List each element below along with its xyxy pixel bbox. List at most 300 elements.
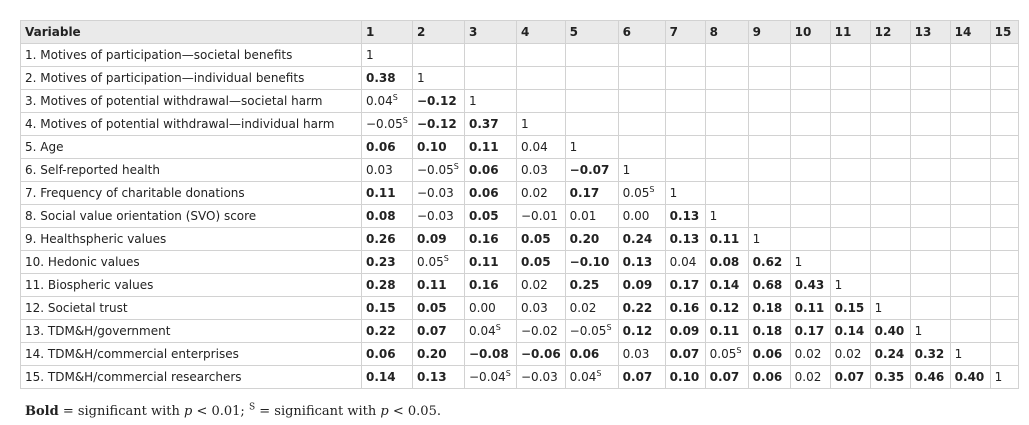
significance-superscript: S (453, 162, 459, 171)
table-cell (517, 320, 566, 343)
table-cell (705, 90, 748, 113)
table-cell (870, 113, 910, 136)
table-cell (565, 67, 618, 90)
table-cell (517, 159, 566, 182)
table-cell (830, 297, 870, 320)
table-cell (465, 343, 517, 366)
table-cell (565, 136, 618, 159)
table-cell (990, 366, 1018, 389)
row-label: 8. Social value orientation (SVO) score (21, 205, 362, 228)
table-cell (705, 366, 748, 389)
cell-value: 0.03 (366, 163, 393, 177)
table-cell (830, 182, 870, 205)
table-cell (790, 90, 830, 113)
table-cell (870, 67, 910, 90)
table-cell (665, 205, 705, 228)
table-cell (705, 274, 748, 297)
table-cell (665, 228, 705, 251)
cell-value: −0.08 (469, 347, 509, 361)
cell-value: 0.09 (622, 278, 653, 292)
table-cell (870, 136, 910, 159)
table-cell (990, 44, 1018, 67)
cell-value: 1 (834, 278, 843, 292)
table-cell (830, 44, 870, 67)
cell-value: 0.46 (914, 370, 945, 384)
table-row (21, 182, 1019, 205)
table-cell (618, 228, 665, 251)
cell-value: −0.03 (417, 186, 454, 200)
table-cell (748, 228, 790, 251)
table-cell (618, 343, 665, 366)
cell-value: −0.03 (521, 370, 558, 384)
table-cell (748, 366, 790, 389)
column-header-13: 13 (910, 21, 950, 44)
significance-superscript: S (392, 93, 398, 102)
table-cell (517, 44, 566, 67)
row-label: 7. Frequency of charitable donations (21, 182, 362, 205)
row-label: 10. Hedonic values (21, 251, 362, 274)
table-cell (413, 136, 465, 159)
table-cell (748, 90, 790, 113)
cell-value: 1 (417, 71, 425, 85)
table-cell (830, 136, 870, 159)
cell-value: −0.05 (569, 324, 607, 338)
table-cell (870, 297, 910, 320)
cell-value: 1 (954, 347, 963, 361)
cell-value: 0.02 (794, 347, 822, 361)
table-cell (517, 205, 566, 228)
table-cell (748, 274, 790, 297)
cell-value: 0.06 (752, 370, 783, 384)
cell-value: 0.04 (366, 94, 393, 108)
table-cell (830, 159, 870, 182)
table-cell (618, 205, 665, 228)
table-cell (618, 136, 665, 159)
table-cell (665, 90, 705, 113)
cell-value: 0.03 (521, 301, 548, 315)
table-cell (618, 182, 665, 205)
cell-value: 0.22 (622, 301, 653, 315)
cell-value: 0.32 (914, 347, 945, 361)
cell-value: 0.11 (709, 324, 740, 338)
cell-value: 0.10 (669, 370, 700, 384)
table-cell (870, 44, 910, 67)
cell-value: 0.17 (794, 324, 825, 338)
cell-value: 0.11 (417, 278, 447, 292)
cell-value: −0.03 (417, 209, 454, 223)
table-row (21, 251, 1019, 274)
table-cell (465, 44, 517, 67)
cell-value: 0.07 (417, 324, 447, 338)
table-cell (618, 320, 665, 343)
table-cell (517, 343, 566, 366)
table-cell (465, 159, 517, 182)
cell-value: 0.38 (366, 71, 396, 85)
cell-value: 1 (709, 209, 718, 223)
table-cell (950, 228, 990, 251)
table-cell (565, 251, 618, 274)
table-cell (790, 205, 830, 228)
cell-value: −0.12 (417, 117, 457, 131)
footnote-superscript: S (248, 402, 256, 413)
column-header-2: 2 (413, 21, 465, 44)
table-cell (748, 205, 790, 228)
cell-value: −0.06 (521, 347, 561, 361)
table-cell (748, 320, 790, 343)
table-cell (830, 251, 870, 274)
table-cell (517, 297, 566, 320)
table-cell (565, 159, 618, 182)
table-cell (565, 113, 618, 136)
table-row (21, 343, 1019, 366)
table-footnote (25, 404, 441, 419)
row-label: 14. TDM&H/commercial enterprises (21, 343, 362, 366)
table-cell (748, 297, 790, 320)
cell-value: 0.24 (874, 347, 905, 361)
cell-value: 0.14 (709, 278, 740, 292)
cell-value: 0.11 (709, 232, 740, 246)
cell-value: 0.18 (752, 324, 783, 338)
table-cell (830, 113, 870, 136)
table-cell (790, 182, 830, 205)
table-cell (910, 90, 950, 113)
row-label: 9. Healthspheric values (21, 228, 362, 251)
cell-value: 0.15 (834, 301, 865, 315)
cell-value: 0.06 (569, 347, 600, 361)
cell-value: 1 (469, 94, 477, 108)
cell-value: 0.35 (874, 370, 905, 384)
table-cell (665, 343, 705, 366)
table-cell (870, 159, 910, 182)
table-cell (618, 297, 665, 320)
cell-value: 0.02 (521, 186, 548, 200)
table-cell (950, 343, 990, 366)
cell-value: 0.02 (569, 301, 597, 315)
significance-superscript: S (736, 346, 742, 355)
table-cell (748, 159, 790, 182)
table-cell (465, 67, 517, 90)
cell-value: 0.02 (521, 278, 548, 292)
cell-value: 0.03 (521, 163, 548, 177)
cell-value: 0.12 (622, 324, 653, 338)
column-header-7: 7 (665, 21, 705, 44)
table-cell (413, 159, 465, 182)
table-cell (705, 44, 748, 67)
table-cell (830, 274, 870, 297)
table-cell (870, 228, 910, 251)
table-cell (990, 182, 1018, 205)
correlation-table (20, 20, 1019, 389)
table-cell (748, 343, 790, 366)
table-cell (565, 228, 618, 251)
table-cell (665, 320, 705, 343)
row-label: 6. Self-reported health (21, 159, 362, 182)
table-cell (910, 228, 950, 251)
table-cell (950, 251, 990, 274)
table-cell (870, 182, 910, 205)
table-cell (413, 343, 465, 366)
table-cell (830, 366, 870, 389)
table-cell (413, 297, 465, 320)
table-cell (870, 343, 910, 366)
table-cell (565, 205, 618, 228)
row-label: 1. Motives of participation—societal benefits (21, 44, 362, 67)
table-cell (465, 274, 517, 297)
cell-value: 0.01 (569, 209, 597, 223)
cell-value: 0.04 (569, 370, 597, 384)
table-row (21, 297, 1019, 320)
table-cell (413, 366, 465, 389)
cell-value: 0.07 (834, 370, 865, 384)
table-cell (748, 113, 790, 136)
significance-superscript: S (402, 116, 408, 125)
table-cell (870, 90, 910, 113)
table-cell (910, 251, 950, 274)
table-cell (910, 366, 950, 389)
cell-value: 1 (874, 301, 883, 315)
cell-value: 0.06 (366, 347, 396, 361)
column-header-10: 10 (790, 21, 830, 44)
table-cell (790, 228, 830, 251)
cell-value: 0.00 (622, 209, 650, 223)
table-cell (517, 67, 566, 90)
cell-value: 0.02 (834, 347, 862, 361)
row-label: 11. Biospheric values (21, 274, 362, 297)
table-cell (517, 228, 566, 251)
table-cell (705, 159, 748, 182)
table-row (21, 274, 1019, 297)
table-cell (413, 251, 465, 274)
column-header-11: 11 (830, 21, 870, 44)
table-cell (362, 67, 413, 90)
cell-value: 0.15 (366, 301, 396, 315)
cell-value: 0.68 (752, 278, 783, 292)
table-row (21, 44, 1019, 67)
table-cell (990, 228, 1018, 251)
cell-value: 0.13 (669, 232, 700, 246)
cell-value: 0.08 (366, 209, 396, 223)
row-label: 4. Motives of potential withdrawal—individual harm (21, 113, 362, 136)
table-cell (705, 67, 748, 90)
cell-value: 1 (569, 140, 578, 154)
cell-value: 0.11 (794, 301, 825, 315)
table-cell (990, 136, 1018, 159)
table-cell (665, 44, 705, 67)
table-cell (517, 136, 566, 159)
table-cell (618, 251, 665, 274)
table-cell (830, 320, 870, 343)
footnote-text-3: = significant with (255, 404, 381, 419)
table-cell (830, 67, 870, 90)
cell-value: 0.09 (417, 232, 447, 246)
row-label: 2. Motives of participation—individual benefits (21, 67, 362, 90)
table-cell (465, 228, 517, 251)
cell-value: −0.10 (569, 255, 610, 269)
table-cell (748, 251, 790, 274)
cell-value: 0.05 (709, 347, 737, 361)
cell-value: 0.02 (794, 370, 822, 384)
table-cell (790, 159, 830, 182)
table-cell (618, 159, 665, 182)
table-cell (665, 136, 705, 159)
cell-value: 0.20 (417, 347, 447, 361)
table-cell (565, 182, 618, 205)
table-cell (910, 159, 950, 182)
cell-value: 1 (994, 370, 1003, 384)
table-cell (413, 113, 465, 136)
cell-value: 0.16 (669, 301, 700, 315)
table-cell (705, 297, 748, 320)
cell-value: 0.04 (521, 140, 548, 154)
table-cell (910, 136, 950, 159)
cell-value: 0.20 (569, 232, 600, 246)
table-cell (413, 320, 465, 343)
cell-value: 0.05 (469, 209, 499, 223)
table-cell (465, 251, 517, 274)
significance-superscript: S (596, 369, 602, 378)
column-header-6: 6 (618, 21, 665, 44)
row-label: 12. Societal trust (21, 297, 362, 320)
table-cell (950, 297, 990, 320)
table-cell (705, 136, 748, 159)
cell-value: 0.04 (669, 255, 697, 269)
table-cell (910, 67, 950, 90)
table-cell (748, 67, 790, 90)
table-cell (465, 205, 517, 228)
table-cell (870, 274, 910, 297)
significance-superscript: S (649, 185, 655, 194)
table-cell (618, 366, 665, 389)
cell-value: 0.18 (752, 301, 783, 315)
table-cell (465, 182, 517, 205)
table-cell (413, 44, 465, 67)
cell-value: 0.17 (569, 186, 600, 200)
table-cell (665, 182, 705, 205)
table-cell (910, 113, 950, 136)
row-label: 5. Age (21, 136, 362, 159)
table-cell (910, 205, 950, 228)
table-row (21, 67, 1019, 90)
table-cell (705, 113, 748, 136)
table-cell (362, 205, 413, 228)
table-cell (413, 67, 465, 90)
table-cell (517, 90, 566, 113)
table-cell (665, 274, 705, 297)
footnote-text-1: = significant with (58, 404, 184, 419)
table-cell (413, 205, 465, 228)
cell-value: 1 (669, 186, 678, 200)
table-cell (990, 205, 1018, 228)
cell-value: 0.28 (366, 278, 396, 292)
table-cell (790, 297, 830, 320)
cell-value: 0.22 (366, 324, 396, 338)
table-cell (362, 228, 413, 251)
table-cell (362, 159, 413, 182)
cell-value: 1 (622, 163, 631, 177)
table-row (21, 136, 1019, 159)
cell-value: −0.05 (366, 117, 403, 131)
table-cell (362, 343, 413, 366)
table-cell (950, 113, 990, 136)
cell-value: 1 (794, 255, 803, 269)
cell-value: 0.07 (709, 370, 740, 384)
table-cell (870, 320, 910, 343)
cell-value: 0.11 (469, 255, 499, 269)
cell-value: 0.05 (521, 232, 551, 246)
cell-value: 0.12 (709, 301, 740, 315)
cell-value: 0.00 (469, 301, 496, 315)
table-cell (950, 67, 990, 90)
table-cell (362, 182, 413, 205)
table-cell (565, 274, 618, 297)
cell-value: 0.37 (469, 117, 499, 131)
column-header-15: 15 (990, 21, 1018, 44)
table-cell (618, 44, 665, 67)
table-cell (465, 366, 517, 389)
table-cell (990, 113, 1018, 136)
table-row (21, 205, 1019, 228)
cell-value: 0.43 (794, 278, 825, 292)
table-cell (565, 44, 618, 67)
cell-value: −0.12 (417, 94, 457, 108)
cell-value: 0.40 (954, 370, 985, 384)
row-label: 15. TDM&H/commercial researchers (21, 366, 362, 389)
cell-value: 0.09 (669, 324, 700, 338)
table-cell (705, 205, 748, 228)
column-header-4: 4 (517, 21, 566, 44)
cell-value: 0.07 (622, 370, 653, 384)
cell-value: −0.01 (521, 209, 558, 223)
table-row (21, 90, 1019, 113)
table-cell (748, 136, 790, 159)
table-cell (465, 113, 517, 136)
table-cell (910, 320, 950, 343)
table-cell (910, 274, 950, 297)
table-cell (790, 113, 830, 136)
table-cell (910, 182, 950, 205)
table-cell (748, 182, 790, 205)
cell-value: 0.40 (874, 324, 905, 338)
cell-value: 0.11 (469, 140, 499, 154)
table-cell (990, 343, 1018, 366)
table-cell (565, 90, 618, 113)
table-cell (950, 205, 990, 228)
table-row (21, 228, 1019, 251)
table-cell (362, 320, 413, 343)
cell-value: 0.05 (521, 255, 551, 269)
table-cell (565, 320, 618, 343)
table-cell (465, 90, 517, 113)
table-cell (362, 366, 413, 389)
table-cell (830, 343, 870, 366)
table-cell (950, 159, 990, 182)
footnote-bold-word: Bold (25, 404, 59, 419)
table-cell (790, 274, 830, 297)
table-cell (870, 251, 910, 274)
table-cell (748, 44, 790, 67)
table-cell (830, 205, 870, 228)
table-cell (870, 366, 910, 389)
table-cell (665, 113, 705, 136)
cell-value: 1 (752, 232, 761, 246)
cell-value: 0.03 (622, 347, 650, 361)
table-cell (705, 320, 748, 343)
cell-value: 1 (521, 117, 529, 131)
cell-value: −0.02 (521, 324, 558, 338)
table-cell (990, 90, 1018, 113)
table-cell (950, 90, 990, 113)
cell-value: 0.14 (834, 324, 865, 338)
